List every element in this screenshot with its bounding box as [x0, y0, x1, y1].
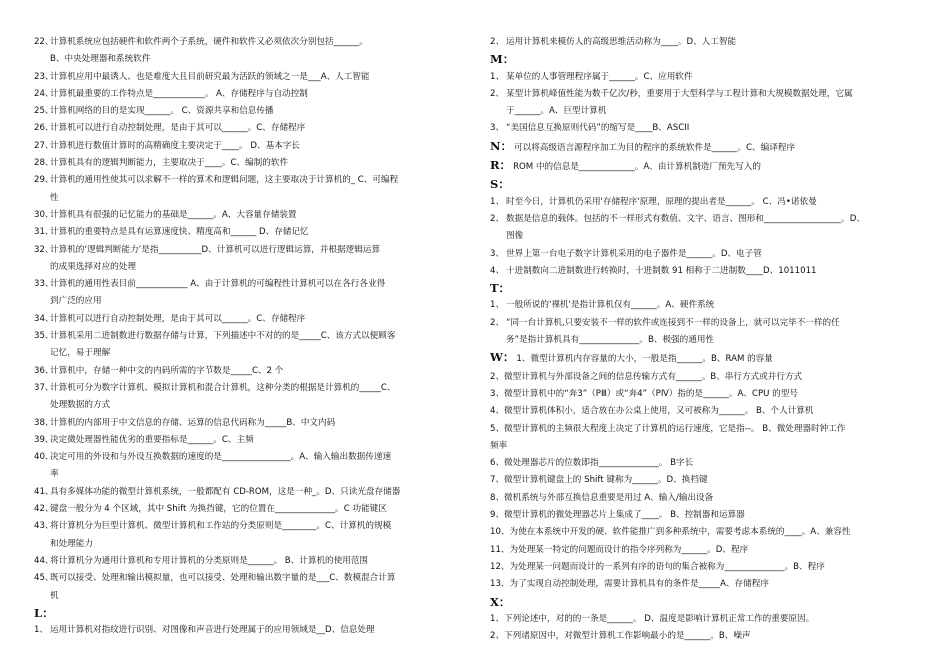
question-line — [490, 542, 922, 559]
question-line — [490, 421, 922, 438]
question-line — [490, 386, 922, 403]
question-text: 7、微型计算机键盘上的 Shift 键称为______。D、换档键 — [490, 475, 708, 486]
question-line — [34, 536, 466, 553]
section-header: W： — [490, 350, 515, 365]
question-number: 2、 — [490, 213, 505, 224]
question-number: 40、 — [34, 452, 54, 463]
question-text: 1、下列论述中，对的的一条是______。 D、温度是影响计算机正常工作的重要原因。 — [490, 613, 815, 624]
question-number: 32、 — [34, 244, 54, 255]
question-number: 4、 — [490, 265, 505, 276]
question-line — [34, 432, 466, 449]
question-line — [490, 86, 922, 103]
question-line — [34, 190, 466, 207]
question-text: 计算机的通用性表目前____________ A、由于计算机的可编程性计算机可以在各行各业得 — [50, 279, 386, 290]
question-text: 计算机应用中最诱人、也是难度大且目前研究最为活跃的领域之一是___A、人工智能 — [50, 71, 370, 82]
question-text: “同一台计算机,只要安装不一样的软件或连接到不一样的设备上，就可以完毕不一样的任 — [506, 317, 840, 328]
question-number — [34, 259, 50, 276]
question-line — [34, 34, 466, 51]
section-header: S： — [490, 177, 510, 192]
question-line — [490, 315, 922, 332]
question-line — [34, 293, 466, 310]
question-number — [490, 332, 506, 349]
question-line — [490, 438, 922, 455]
question-number: 28、 — [34, 158, 54, 169]
question-text: 计算机可分为数字计算机、模拟计算机和混合计算机，这种分类的根据是计算机的_____C、 — [50, 382, 396, 393]
question-text: 计算机的通用性使其可以求解不一样的算术和逻辑问题，这主要取决于计算机的_ C、可编程 — [50, 175, 399, 186]
question-line — [34, 242, 466, 259]
question-line — [490, 472, 922, 489]
question-number: 45、 — [34, 573, 54, 584]
question-text: 3、微型计算机中的“奔3”（PⅢ）或“奔4”（PⅣ）指的是______。A、CPU 的型号 — [490, 388, 798, 399]
question-line — [490, 628, 922, 645]
question-line — [34, 622, 466, 639]
question-text: 和处理能力 — [50, 538, 93, 549]
question-text: 将计算机分为通用计算机和专用计算机的分类原则是______。 B、计算机的使用范围 — [50, 555, 369, 566]
question-line — [490, 263, 922, 280]
question-text: 某型计算机峰值性能为数千亿次/秒，重要用于大型科学与工程计算和大规模数据处理，它属 — [506, 88, 853, 99]
question-line — [490, 297, 922, 314]
question-text: 2、微型计算机与外部设备之间的信息传输方式有______。B、串行方式或并行方式 — [490, 371, 803, 382]
question-line — [490, 228, 922, 245]
question-text: 计算机具有很强的记忆能力的基础是______。A、大容量存储装置 — [50, 209, 297, 220]
question-number: 36、 — [34, 365, 54, 376]
question-text: 键盘一般分为 4 个区域，其中 Shift 为换挡键，它的位置在______________。C 功能键区 — [50, 504, 387, 515]
question-line — [34, 501, 466, 518]
question-text: 将计算机分为巨型计算机、微型计算机和工作站的分类原则是________。C、计算机的规模 — [50, 521, 392, 532]
question-number — [490, 228, 506, 245]
question-number: 2、 — [490, 88, 505, 99]
question-text: 既可以接受、处理和输出模拟量，也可以接受、处理和输出数字量的是___C、数模混合计算 — [50, 573, 396, 584]
question-number: 24、 — [34, 88, 54, 99]
question-line — [34, 120, 466, 137]
question-number: 2、 — [490, 317, 505, 328]
question-text: 记忆，易于理解 — [50, 348, 111, 359]
question-line — [34, 449, 466, 466]
question-number — [34, 190, 50, 207]
question-line — [34, 588, 466, 605]
question-line — [490, 576, 922, 593]
question-number: 23、 — [34, 71, 54, 82]
question-number: 1、 — [34, 625, 49, 636]
section-header: N： — [490, 138, 513, 153]
question-text: 到广泛的应用 — [50, 296, 102, 307]
question-text: 计算机具有的逻辑判断能力，主要取决于____。C、编制的软件 — [50, 158, 289, 169]
question-text: 8、微机系统与外部互换信息重要是用过 A、输入/输出设备 — [490, 492, 714, 503]
question-text: 计算机的重要特点是具有运算速度快、精度高和______ D、存储记忆 — [50, 227, 309, 238]
question-number — [34, 293, 50, 310]
question-line — [34, 276, 466, 293]
question-number: 29、 — [34, 175, 54, 186]
question-line — [34, 86, 466, 103]
question-text: 的成果选择对应的处理 — [50, 261, 136, 272]
question-text: “美国信息互换原则代码”的缩写是____B、ASCII — [506, 123, 690, 134]
section-header-line — [490, 349, 922, 368]
question-line — [34, 397, 466, 414]
question-line — [34, 570, 466, 587]
question-number: 39、 — [34, 434, 54, 445]
question-number: 3、 — [490, 123, 505, 134]
question-number: 1、 — [490, 71, 505, 82]
question-text: 某单位的人事管理程序属于______。C、应用软件 — [506, 71, 693, 82]
question-text: 时至今日，计算机仍采用'存储程序'原理，原理的提出者是______。 C、冯•诺依曼 — [506, 196, 817, 207]
question-text: 4、微型计算机体积小，适合放在办公桌上使用，又可被称为______。 B、个人计算机 — [490, 406, 814, 417]
question-text: 计算机的内部用于中文信息的存储、运算的信息代码称为_____B、中文内码 — [50, 417, 336, 428]
question-text: 计算机系统应包括硬件和软件两个子系统，硬件和软件又必须依次分别包括______。 — [50, 37, 368, 47]
question-text: 计算机可以进行自动控制处理，是由于其可以______。C、存储程序 — [50, 313, 306, 324]
question-number: 31、 — [34, 227, 54, 238]
question-number — [34, 51, 50, 68]
question-line — [490, 194, 922, 211]
question-number: 34、 — [34, 313, 54, 324]
question-line — [490, 611, 922, 628]
question-line — [34, 224, 466, 241]
question-line — [34, 553, 466, 570]
question-number: 41、 — [34, 486, 54, 497]
question-text: 决定微处理器性能优劣的重要指标是______。C、主频 — [50, 434, 254, 445]
question-number: 33、 — [34, 279, 54, 290]
question-number: 30、 — [34, 209, 54, 220]
question-text: 计算机采用二进制数进行数据存储与计算，下列描述中不对的的是_____C、该方式以便顾客 — [50, 331, 396, 342]
question-number: 3、 — [490, 248, 505, 259]
question-text: 决定可用的外设和与外设互换数据的速度的是________________。A、输入输出数据传递速 — [50, 452, 392, 463]
question-line — [490, 490, 922, 507]
question-number: 35、 — [34, 331, 54, 342]
question-text: 1、微型计算机内存容量的大小，一般是指______。B、RAM 的容量 — [516, 354, 773, 365]
question-text: 一般所说的'裸机'是指计算机仅有______。A、硬件系统 — [506, 300, 715, 311]
question-number — [34, 466, 50, 483]
question-text: 数据是信息的载体。包括的不一样形式有数值、文字、语言、图形和__________________。D、 — [506, 213, 865, 224]
question-text: 率 — [50, 469, 59, 480]
question-text: 12、为处理某一问题而设计的一系列有序的语句的集合被称为______________。B、程序 — [490, 561, 825, 572]
question-text: 十进制数向二进制数进行转换时，十进制数 91 相称于二进制数____D、1011011 — [506, 265, 817, 276]
question-text: 务”是指计算机具有______________。B、极强的通用性 — [506, 335, 715, 346]
question-line — [34, 259, 466, 276]
question-text: 于______。A、巨型计算机 — [506, 106, 607, 117]
question-number: 38、 — [34, 417, 54, 428]
question-text: 运用计算机对指纹进行识别、对图像和声音进行处理属于的应用领域是__D、信息处理 — [50, 625, 375, 636]
question-line — [490, 524, 922, 541]
question-line — [490, 34, 922, 51]
question-text: 5、微型计算机的主频很大程度上决定了计算机的运行速度，它是指--。 B、微处理器时钟工作 — [490, 423, 846, 434]
section-header: T： — [490, 281, 511, 296]
question-text: 计算机中，存储一种中文的内码所需的字节数是_____C、2 个 — [50, 365, 284, 376]
question-line — [490, 103, 922, 120]
question-number: 44、 — [34, 555, 54, 566]
question-text: 9、微型计算机的微处理器芯片上集成了____。 B、控制器和运算器 — [490, 510, 745, 521]
question-line — [490, 332, 922, 349]
question-line — [34, 415, 466, 432]
question-line — [34, 518, 466, 535]
question-number: 27、 — [34, 140, 54, 151]
question-line — [34, 103, 466, 120]
question-number — [34, 345, 50, 362]
question-text: 6、微处理器芯片的位数即指______________。 B字长 — [490, 458, 694, 469]
question-text: 具有多媒体功能的微型计算机系统，一般都配有 CD-ROM，这是一种_。D、只读光盘存储器 — [50, 486, 401, 497]
question-line — [490, 246, 922, 263]
question-number — [34, 588, 50, 605]
question-line — [490, 403, 922, 420]
question-text: 计算机可以进行自动控制处理，是由于其可以______。C、存储程序 — [50, 123, 306, 134]
question-number — [34, 536, 50, 553]
question-text: 世界上第一台电子数字计算机采用的电子器件是______。D、电子管 — [506, 248, 762, 259]
question-number: 1、 — [490, 196, 505, 207]
question-text: 图像 — [506, 231, 524, 242]
question-line — [34, 51, 466, 68]
section-header: M： — [490, 52, 515, 67]
question-text: 13、为了实现自动控制处理，需要计算机具有的条件是_____A、存储程序 — [490, 579, 769, 590]
question-line — [490, 559, 922, 576]
question-text: 运用计算机来模仿人的高级思维活动称为____。D、人工智能 — [506, 37, 737, 47]
question-text: 计算机最重要的工作特点是____________。 A、存储程序与自动控制 — [50, 88, 308, 99]
question-number: 22、 — [34, 37, 54, 47]
question-text: 处理数据的方式 — [50, 400, 111, 411]
question-text: 频率 — [490, 440, 508, 451]
question-number: 42、 — [34, 504, 54, 515]
question-line — [490, 507, 922, 524]
question-text: 计算机进行数值计算时的高精确度主要决定于____。 D、基本字长 — [50, 140, 300, 151]
section-header: R： — [490, 158, 512, 173]
question-line — [34, 363, 466, 380]
question-line — [34, 311, 466, 328]
section-header-line — [490, 157, 922, 176]
question-line — [34, 466, 466, 483]
question-line — [490, 455, 922, 472]
question-line — [34, 484, 466, 501]
question-number: 26、 — [34, 123, 54, 134]
question-text: B、中央处理器和系统软件 — [50, 54, 151, 65]
question-text: 计算机网络的目的是实现______。 C、资源共享和信息传播 — [50, 106, 274, 117]
question-text: 11、为处理某一特定的问题而设计的指令序列称为______。D、程序 — [490, 544, 749, 555]
question-number — [490, 103, 506, 120]
left-column — [34, 34, 466, 639]
question-number: 1、 — [490, 300, 505, 311]
question-number: 2、 — [490, 37, 505, 47]
question-number: 25、 — [34, 106, 54, 117]
question-line — [34, 380, 466, 397]
question-number — [34, 397, 50, 414]
question-text: 机 — [50, 590, 59, 601]
question-text: 可以将高级语言源程序加工为目的程序的系统软件是______。C、编译程序 — [514, 142, 796, 153]
question-text: 性 — [50, 192, 59, 203]
question-text: ROM 中的信息是_____________。A、由计算机制造厂预先写入的 — [513, 162, 761, 173]
question-text: 10、为使在本系统中开发的硬、软件能推广到多种系统中，需要考虑本系统的____。A、兼容性 — [490, 527, 851, 538]
question-text: 2、下列诸原因中，对微型计算机工作影响最小的是______。B、噪声 — [490, 631, 751, 642]
section-header: X： — [490, 594, 511, 609]
section-header-line — [490, 138, 922, 157]
question-number: 37、 — [34, 382, 54, 393]
question-line — [34, 345, 466, 362]
question-line — [34, 172, 466, 189]
question-line — [34, 207, 466, 224]
question-line — [490, 211, 922, 228]
question-line — [34, 69, 466, 86]
question-line — [34, 328, 466, 345]
question-line — [490, 69, 922, 86]
question-number: 43、 — [34, 521, 54, 532]
question-line — [490, 369, 922, 386]
right-column — [490, 34, 922, 645]
question-text: 计算机的‘逻辑判断能力’是指__________D、计算机可以进行逻辑运算，并根据逻辑运算 — [50, 244, 381, 255]
question-line — [34, 155, 466, 172]
question-line — [34, 138, 466, 155]
question-line — [490, 120, 922, 137]
section-header: L： — [34, 605, 54, 620]
